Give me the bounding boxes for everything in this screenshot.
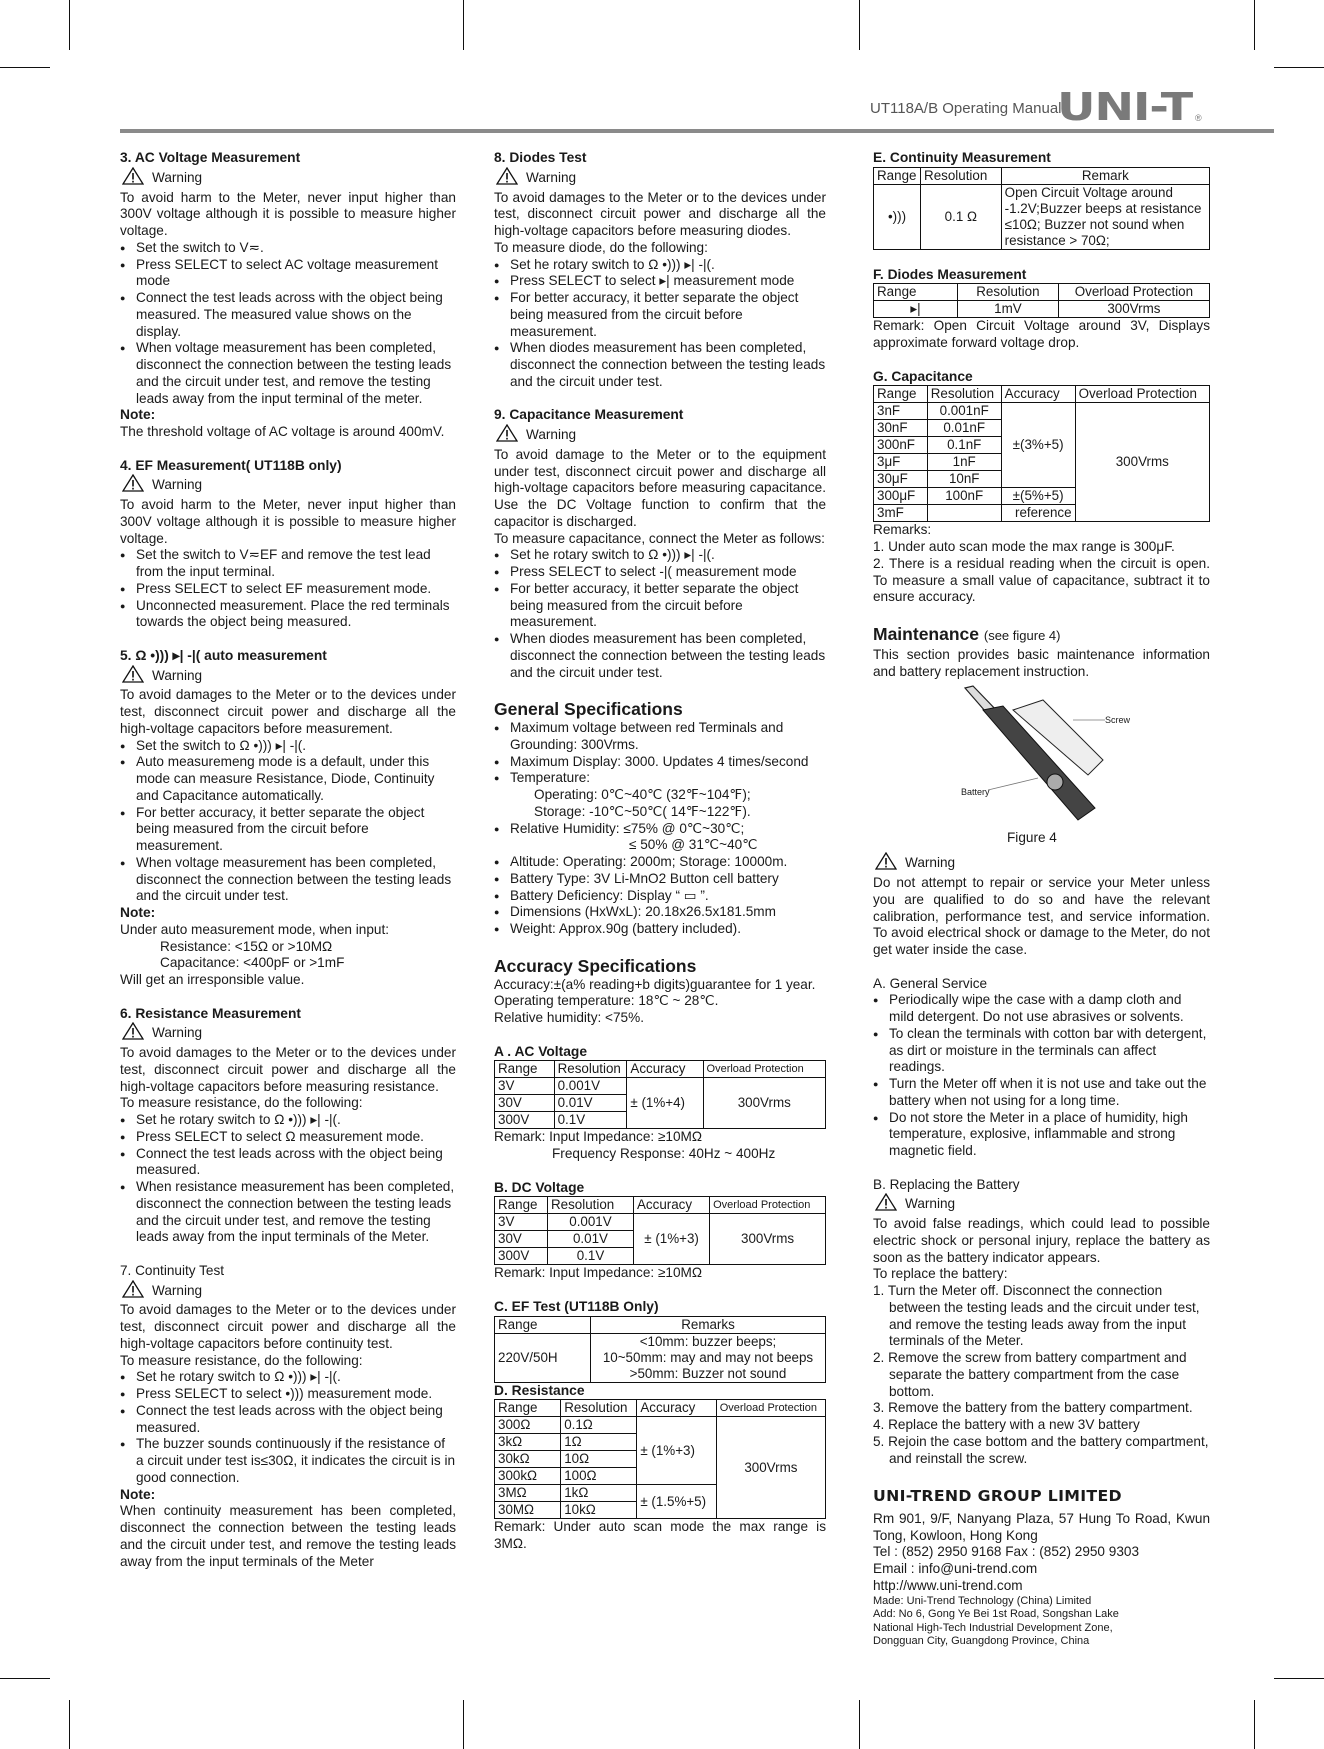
- table-cell: 1mV: [958, 301, 1059, 318]
- table-header-cell: Overload Protection: [710, 1197, 826, 1214]
- uni-t-logo: UNI-T: [1057, 85, 1192, 129]
- table-row: [874, 403, 1210, 420]
- indented-line: ≤ 50% @ 31℃~40℃: [629, 837, 758, 853]
- table-header-cell: Overload Protection: [1058, 284, 1209, 301]
- table-header-cell: Remark: [1001, 167, 1209, 184]
- paragraph: To measure resistance, do the following:: [120, 1352, 363, 1368]
- table-cell: 30kΩ: [495, 1451, 561, 1468]
- warning-text: Warning: [905, 855, 956, 871]
- warning-text: Warning: [905, 1196, 956, 1212]
- bullet-list: [494, 854, 826, 938]
- table-cell: 30MΩ: [495, 1502, 561, 1519]
- indented-line: Storage: -10℃~50℃( 14℉~122℉).: [534, 803, 751, 819]
- paragraph: Remark: Under auto scan mode the max range is 3MΩ.: [494, 1519, 826, 1551]
- table-cell: 300kΩ: [495, 1468, 561, 1485]
- spacer: [494, 938, 826, 955]
- paragraph: 1. Under auto scan mode the max range is 300μF.: [873, 539, 1175, 554]
- table-cell: 100Ω: [561, 1468, 637, 1485]
- spacer: [494, 1027, 826, 1044]
- table-cell: 0.1Ω: [561, 1417, 637, 1434]
- table-cell: 30V: [495, 1231, 548, 1248]
- crop-mark: [69, 0, 70, 50]
- list-item: ● Press SELECT to select Ω measurement mode.: [136, 1129, 456, 1146]
- table-header-cell: Remarks: [590, 1316, 825, 1333]
- table-cell: 300V: [495, 1112, 555, 1129]
- figure-4: [873, 680, 1210, 852]
- list-item: ● Connect the test leads across with the object being measured.: [136, 1146, 456, 1180]
- table-row: [495, 1417, 826, 1434]
- table-cell: 300Ω: [495, 1417, 561, 1434]
- table-cell: 0.001nF: [927, 403, 1001, 420]
- paragraph: 2. There is a residual reading when the circuit is open. To measure a small value of capacitance, subtract it to ensure accuracy.: [873, 555, 1210, 605]
- section-heading: Note:: [120, 1486, 156, 1502]
- table-header-row: [874, 167, 1210, 184]
- list-item: ● Set the switch to V≂EF and remove the test lead from the input terminal.: [136, 547, 456, 581]
- bullet-list: [120, 1369, 456, 1486]
- table-cell: 1nF: [927, 454, 1001, 471]
- paragraph: Tel : (852) 2950 9168 Fax : (852) 2950 9303: [873, 1544, 1140, 1560]
- warning-label: [494, 424, 826, 447]
- section-heading: E. Continuity Measurement: [873, 150, 1051, 165]
- major-heading-text: General Specifications: [494, 699, 683, 719]
- address-line: Made: Uni-Trend Technology (China) Limited: [873, 1594, 1092, 1607]
- crop-mark: [69, 1700, 70, 1749]
- warning-text: Warning: [152, 169, 203, 185]
- table-cell: reference: [1001, 505, 1075, 522]
- table-cell: 3μF: [874, 454, 928, 471]
- paragraph: To avoid harm to the Meter, never input higher than 300V voltage although it is possible to measure higher voltage.: [120, 189, 456, 238]
- table-cell: ±(3%+5): [1001, 403, 1075, 488]
- warning-label: [120, 167, 456, 190]
- paragraph: This section provides basic maintenance information and battery replacement instruction.: [873, 646, 1210, 679]
- table-cell: 0.1 Ω: [921, 184, 1002, 249]
- table-header-cell: Overload Protection: [716, 1400, 825, 1417]
- table-cell: 300Vrms: [1075, 403, 1209, 522]
- crop-mark: [463, 1700, 464, 1749]
- crop-mark: [1254, 0, 1255, 50]
- warning-icon: [875, 852, 897, 875]
- table-cell: 300Vrms: [710, 1214, 826, 1265]
- table-header-cell: Accuracy: [1001, 386, 1075, 403]
- list-item: ● Turn the Meter off when it is not use and take out the battery when not using for a long time.: [889, 1076, 1210, 1110]
- table-header-cell: Resolution: [561, 1400, 637, 1417]
- major-heading: [494, 698, 826, 720]
- list-item: ● When resistance measurement has been completed, disconnect the connection between the testing leads and the circuit under test, and remove the testing leads away from the input terminals of the Meter.: [136, 1179, 456, 1246]
- table-cell: 10Ω: [561, 1451, 637, 1468]
- list-item: ● Altitude: Operating: 2000m; Storage: 10000m.: [510, 854, 826, 871]
- paragraph: Relative humidity: <75%.: [494, 1010, 644, 1025]
- table-cell: [927, 505, 1001, 522]
- spec-table: [873, 283, 1210, 318]
- numbered-list: [873, 1283, 1210, 1467]
- table-cell: 100nF: [927, 488, 1001, 505]
- spacer: [120, 441, 456, 458]
- paragraph: To avoid damages to the Meter or to the devices under test, disconnect circuit power and discharge all the high-voltage capacitors before measurement.: [120, 687, 456, 736]
- table-header-cell: Range: [874, 386, 928, 403]
- section-heading: A . AC Voltage: [494, 1043, 588, 1059]
- bullet-list: [494, 720, 826, 787]
- warning-text: Warning: [152, 1282, 203, 1298]
- warning-label: [873, 1193, 1210, 1216]
- table-cell: 3kΩ: [495, 1434, 561, 1451]
- table-header-row: [495, 1400, 826, 1417]
- table-cell: 220V/50H: [495, 1333, 591, 1382]
- paragraph: To avoid damages to the Meter or to the devices under test, disconnect circuit power and discharge all the high-voltage capacitors before measuring diodes.: [494, 189, 826, 238]
- warning-icon: [122, 665, 144, 688]
- warning-icon: [875, 1193, 897, 1216]
- list-item: 3. Remove the battery from the battery compartment.: [873, 1400, 1193, 1416]
- table-cell: ▸|: [874, 301, 958, 318]
- crop-mark: [1254, 1700, 1255, 1749]
- section-heading: B. DC Voltage: [494, 1179, 585, 1195]
- table-cell: ± (1%+3): [634, 1214, 710, 1265]
- spec-table: [873, 385, 1210, 522]
- spacer: [873, 352, 1210, 369]
- warning-text: Warning: [152, 1025, 203, 1041]
- column-right: [873, 150, 1210, 1649]
- paragraph: Do not attempt to repair or service your Meter unless you are qualified to do so and have the relevant calibration, performance test, and service information. To avoid electrical shock or damage to the Meter, do not get water inside the case.: [873, 875, 1211, 957]
- table-cell: 0.001V: [554, 1078, 627, 1095]
- paragraph: Rm 901, 9/F, Nanyang Plaza, 57 Hung To Road, Kwun Tong, Kowloon, Hong Kong: [873, 1510, 1210, 1543]
- figure-caption: Figure 4: [1007, 830, 1057, 846]
- list-item: ● Set the switch to V≂.: [136, 240, 456, 257]
- list-item: ● Battery Type: 3V Li-MnO2 Button cell battery: [510, 871, 826, 888]
- table-cell: 0.01V: [554, 1095, 627, 1112]
- paragraph: To measure diode, do the following:: [494, 239, 708, 255]
- table-cell: 0.01V: [547, 1231, 633, 1248]
- table-header-cell: Resolution: [927, 386, 1001, 403]
- spacer: [120, 631, 456, 648]
- spacer: [494, 1163, 826, 1180]
- table-header-cell: Range: [874, 167, 921, 184]
- paragraph: B. Replacing the Battery: [873, 1176, 1020, 1192]
- table-header-row: [495, 1316, 826, 1333]
- table-cell: 300nF: [874, 437, 928, 454]
- bullet-list: [494, 257, 826, 391]
- warning-icon: [496, 424, 518, 447]
- list-item: ● When voltage measurement has been completed, disconnect the connection between the testing leads and the circuit under test.: [136, 855, 456, 905]
- list-item: 2. Remove the screw from battery compartment and separate the battery compartment from the case bottom.: [873, 1350, 1187, 1399]
- crop-mark: [1274, 1678, 1324, 1679]
- table-cell: 10nF: [927, 471, 1001, 488]
- section-heading: Note:: [120, 905, 156, 920]
- warning-icon: [122, 1022, 144, 1045]
- major-heading-text: Maintenance: [873, 623, 979, 644]
- list-item: ● Auto measuremeng mode is a default, under this mode can measure Resistance, Diode, Continuity and Capacitance automatically.: [136, 754, 456, 804]
- table-header-cell: Accuracy: [637, 1400, 716, 1417]
- list-item: 4. Replace the battery with a new 3V battery: [873, 1417, 1140, 1432]
- list-item: ● Temperature:: [510, 770, 826, 787]
- crop-mark: [0, 1678, 50, 1679]
- crop-mark: [859, 1700, 860, 1749]
- list-item: ● Maximum voltage between red Terminals and Grounding: 300Vrms.: [510, 720, 826, 754]
- table-cell: 3nF: [874, 403, 928, 420]
- address-line: Add: No 6, Gong Ye Bei 1st Road, Songshan Lake National High-Tech Industrial Development Zone, Dongguan City, Guangdong Province, China: [873, 1608, 1119, 1647]
- list-item: ● Press SELECT to select -|( measurement mode: [510, 564, 826, 581]
- indented-line: Operating: 0℃~40℃ (32℉~104℉);: [534, 787, 751, 802]
- warning-label: [120, 1022, 456, 1045]
- warning-icon: [122, 474, 144, 497]
- list-item: ● When diodes measurement has been completed, disconnect the connection between the testing leads and the circuit under test.: [510, 340, 826, 390]
- table-header-cell: Accuracy: [634, 1197, 710, 1214]
- section-heading: F. Diodes Measurement: [873, 266, 1027, 282]
- table-cell: 300Vrms: [1058, 301, 1209, 318]
- spec-table: [494, 1060, 826, 1129]
- warning-text: Warning: [152, 477, 203, 493]
- spacer: [120, 1246, 456, 1263]
- spec-table: [873, 167, 1210, 250]
- table-cell: 10kΩ: [561, 1502, 637, 1519]
- table-header-cell: Resolution: [958, 284, 1059, 301]
- bullet-list: [120, 240, 456, 408]
- crop-mark: [0, 67, 50, 68]
- table-header-cell: Range: [874, 284, 958, 301]
- company-name: UNI-TREND GROUP LIMITED: [873, 1487, 1122, 1505]
- bullet-list: [494, 547, 826, 681]
- table-row: [495, 1078, 826, 1095]
- list-item: ● Dimensions (HxWxL): 20.18x26.5x181.5mm: [510, 904, 826, 921]
- list-item: ● For better accuracy, it better separate the object being measured from the circuit before measurement.: [510, 581, 826, 631]
- column-middle: [494, 150, 826, 1553]
- table-cell: 0.01nF: [927, 420, 1001, 437]
- warning-label: [873, 852, 1210, 875]
- list-item: ● Connect the test leads across with the object being measured. The measured value shows on the display.: [136, 290, 456, 340]
- paragraph: To avoid damage to the Meter or to the equipment under test, disconnect circuit power and discharge all high-voltage capacitors before measuring capacitance. Use the DC Voltage function to confirm that the capacitor is discharged.: [494, 446, 826, 529]
- section-heading: D. Resistance: [494, 1382, 585, 1398]
- paragraph: Remarks:: [873, 522, 932, 538]
- spacer: [873, 250, 1210, 267]
- bullet-list: [873, 992, 1210, 1160]
- table-cell: ± (1%+4): [627, 1078, 703, 1129]
- list-item: ● Set he rotary switch to Ω •))) ▸| -|(.: [510, 257, 826, 274]
- screw-label: Screw: [1105, 715, 1131, 726]
- meter-battery-illustration: [873, 680, 1210, 830]
- warning-icon: [122, 1280, 144, 1303]
- registered-mark: ®: [1195, 113, 1202, 123]
- paragraph: Remark: Input Impedance: ≥10MΩ: [494, 1265, 703, 1281]
- table-row: [495, 1214, 826, 1231]
- list-item: ● When diodes measurement has been completed, disconnect the connection between the testing leads and the circuit under test.: [510, 631, 826, 681]
- bullet-list: [120, 738, 456, 906]
- spacer: [873, 959, 1210, 976]
- indented-line: Resistance: <15Ω or >10MΩ: [160, 938, 333, 954]
- list-item: ● Weight: Approx.90g (battery included).: [510, 921, 826, 938]
- section-heading: C. EF Test (UT118B Only): [494, 1298, 659, 1314]
- table-cell: 300Vrms: [703, 1078, 825, 1129]
- paragraph: To replace the battery:: [873, 1266, 1008, 1282]
- table-header-cell: Range: [495, 1197, 548, 1214]
- table-cell: 30μF: [874, 471, 928, 488]
- table-cell: 300Vrms: [716, 1417, 825, 1519]
- paragraph: Operating temperature: 18℃ ~ 28℃.: [494, 993, 719, 1009]
- table-cell: 0.1V: [547, 1248, 633, 1265]
- table-cell: <10mm: buzzer beeps; 10~50mm: may and may not beeps >50mm: Buzzer not sound: [590, 1333, 825, 1382]
- table-cell: ±(5%+5): [1001, 488, 1075, 505]
- table-header-row: [495, 1061, 826, 1078]
- list-item: ● Unconnected measurement. Place the red terminals towards the object being measured.: [136, 598, 456, 632]
- table-cell: 3V: [495, 1078, 555, 1095]
- battery-label: Battery: [961, 787, 990, 798]
- paragraph: Remark: Open Circuit Voltage around 3V, Displays approximate forward voltage drop.: [873, 318, 1210, 350]
- table-header-row: [495, 1197, 826, 1214]
- warning-icon: [122, 167, 144, 190]
- major-heading-note: (see figure 4): [983, 627, 1061, 643]
- bullet-list: [120, 1112, 456, 1246]
- list-item: ● Press SELECT to select •))) measurement mode.: [136, 1386, 456, 1403]
- spacer: [494, 681, 826, 698]
- spacer: [873, 606, 1210, 623]
- table-row: [874, 184, 1210, 249]
- warning-label: [120, 474, 456, 497]
- list-item: ● Battery Deficiency: Display “ ▭ ”.: [510, 888, 826, 905]
- table-header-cell: Accuracy: [627, 1061, 703, 1078]
- paragraph: Email : info@uni-trend.com: [873, 1561, 1038, 1576]
- list-item: ● Set the switch to Ω •))) ▸| -|(.: [136, 738, 456, 755]
- list-item: ● Press SELECT to select EF measurement mode.: [136, 581, 456, 598]
- paragraph: Under auto measurement mode, when input:: [120, 921, 390, 937]
- spec-table: [494, 1316, 826, 1383]
- table-cell: 30nF: [874, 420, 928, 437]
- table-cell: 3V: [495, 1214, 548, 1231]
- paragraph: When continuity measurement has been completed, disconnect the connection between the testing leads and the circuit under test, and remove the testing leads away from the input terminals of the Meter: [120, 1503, 456, 1569]
- section-heading: Note:: [120, 407, 156, 423]
- major-heading: [494, 955, 826, 977]
- table-cell: Open Circuit Voltage around -1.2V;Buzzer beeps at resistance ≤10Ω; Buzzer not sound when resistance > 70Ω;: [1001, 184, 1209, 249]
- table-cell: 30V: [495, 1095, 555, 1112]
- table-header-cell: Resolution: [554, 1061, 627, 1078]
- list-item: ● For better accuracy, it better separate the object being measured from the circuit before measurement.: [136, 805, 456, 855]
- table-row: [495, 1333, 826, 1382]
- table-cell: 1kΩ: [561, 1485, 637, 1502]
- paragraph: To avoid damages to the Meter or to the devices under test, disconnect circuit power and discharge all the high-voltage capacitors before measuring resistance.: [120, 1045, 456, 1094]
- spacer: [873, 1160, 1210, 1177]
- list-item: ● When voltage measurement has been completed, disconnect the connection between the testing leads and the circuit under test, and remove the testing leads away from the input terminal of the meter.: [136, 340, 456, 407]
- list-item: 1. Turn the Meter off. Disconnect the connection between the testing leads and the circuit under test, and remove the testing leads away from the input terminals of the Meter.: [873, 1283, 1200, 1349]
- paragraph: Remark: Input Impedance: ≥10MΩ: [494, 1129, 703, 1145]
- table-header-row: [874, 284, 1210, 301]
- paragraph: A. General Service: [873, 975, 988, 991]
- warning-label: [494, 167, 826, 190]
- table-header-cell: Range: [495, 1400, 561, 1417]
- warning-label: [120, 1280, 456, 1303]
- indented-line: Frequency Response: 40Hz ~ 400Hz: [552, 1146, 776, 1161]
- table-cell: •))): [874, 184, 921, 249]
- spacer: [120, 989, 456, 1006]
- list-item: ● Connect the test leads across with the object being measured.: [136, 1403, 456, 1437]
- list-item: ● The buzzer sounds continuously if the resistance of a circuit under test is≤30Ω, it indicates the circuit is in good connection.: [136, 1436, 456, 1486]
- table-cell: 0.001V: [547, 1214, 633, 1231]
- list-item: ● Press SELECT to select ▸| measurement mode: [510, 273, 826, 290]
- table-header-cell: Resolution: [547, 1197, 633, 1214]
- spec-table: [494, 1196, 826, 1265]
- section-heading: G. Capacitance: [873, 368, 973, 384]
- indented-line: Capacitance: <400pF or >1mF: [160, 955, 345, 971]
- paragraph: To measure capacitance, connect the Meter as follows:: [494, 530, 825, 546]
- warning-label: [120, 665, 456, 688]
- warning-text: Warning: [526, 169, 577, 185]
- table-cell: 3MΩ: [495, 1485, 561, 1502]
- section-heading: 3. AC Voltage Measurement: [120, 150, 301, 165]
- paragraph: To avoid damages to the Meter or to the devices under test, disconnect circuit power and discharge all the high-voltage capacitors before continuity test.: [120, 1302, 456, 1351]
- table-cell: 0.1V: [554, 1112, 627, 1129]
- list-item: ● Set he rotary switch to Ω •))) ▸| -|(.: [510, 547, 826, 564]
- section-heading: 4. EF Measurement( UT118B only): [120, 457, 342, 473]
- table-header-cell: Overload Protection: [1075, 386, 1209, 403]
- table-cell: 0.1nF: [927, 437, 1001, 454]
- major-heading-text: Accuracy Specifications: [494, 955, 697, 976]
- spacer: [494, 1282, 826, 1299]
- header-rule: [120, 129, 1274, 133]
- crop-mark: [859, 0, 860, 50]
- list-item: ● Relative Humidity: ≤75% @ 0℃~30℃;: [510, 821, 826, 838]
- paragraph: The threshold voltage of AC voltage is around 400mV.: [120, 424, 445, 439]
- major-heading: [873, 623, 1210, 647]
- bullet-list: [494, 821, 826, 838]
- bullet-list: [120, 547, 456, 631]
- list-item: ● Do not store the Meter in a place of humidity, high temperature, explosive, inflammable and strong magnetic field.: [889, 1110, 1210, 1160]
- section-heading: 9. Capacitance Measurement: [494, 407, 684, 423]
- paragraph: http://www.uni-trend.com: [873, 1577, 1023, 1593]
- table-cell: 3mF: [874, 505, 928, 522]
- manual-title: UT118A/B Operating Manual: [870, 100, 1062, 117]
- crop-mark: [1274, 67, 1324, 68]
- list-item: ● Set he rotary switch to Ω •))) ▸| -|(.: [136, 1112, 456, 1129]
- table-cell: 300V: [495, 1248, 548, 1265]
- list-item: ● Set he rotary switch to Ω •))) ▸| -|(.: [136, 1369, 456, 1386]
- section-heading: 8. Diodes Test: [494, 150, 587, 165]
- spacer: [873, 1467, 1210, 1484]
- warning-text: Warning: [152, 667, 203, 683]
- list-item: ● Periodically wipe the case with a damp cloth and mild detergent. Do not use abrasives or solvents.: [889, 992, 1210, 1026]
- spec-table: [494, 1399, 826, 1519]
- list-item: ● Maximum Display: 3000. Updates 4 times/second: [510, 754, 826, 771]
- paragraph: Accuracy:±(a% reading+b digits)guarantee for 1 year.: [494, 976, 816, 992]
- table-header-cell: Resolution: [921, 167, 1002, 184]
- paragraph: To measure resistance, do the following:: [120, 1095, 363, 1111]
- table-header-cell: Overload Protection: [703, 1061, 825, 1078]
- table-row: [874, 301, 1210, 318]
- list-item: 5. Rejoin the case bottom and the battery compartment, and reinstall the screw.: [873, 1433, 1209, 1466]
- table-cell: ± (1.5%+5): [637, 1485, 716, 1519]
- table-header-cell: Range: [495, 1316, 591, 1333]
- table-cell: ± (1%+3): [637, 1417, 716, 1485]
- paragraph: To avoid harm to the Meter, never input higher than 300V voltage although it is possible to measure higher voltage.: [120, 497, 456, 546]
- paragraph: To avoid false readings, which could lead to possible electric shock or personal injury, replace the battery as soon as the battery indicator appears.: [873, 1216, 1210, 1265]
- warning-icon: [496, 167, 518, 190]
- section-heading: 5. Ω •))) ▸| -|( auto measurement: [120, 647, 327, 663]
- list-item: ● To clean the terminals with cotton bar with detergent, as dirt or moisture in the terminals can affect readings.: [889, 1026, 1210, 1076]
- table-header-cell: Range: [495, 1061, 555, 1078]
- table-header-row: [874, 386, 1210, 403]
- section-heading: 6. Resistance Measurement: [120, 1005, 301, 1021]
- paragraph: Will get an irresponsible value.: [120, 972, 305, 987]
- spacer: [494, 391, 826, 408]
- warning-text: Warning: [526, 427, 577, 442]
- list-item: ● For better accuracy, it better separate the object being measured from the circuit before measurement.: [510, 290, 826, 340]
- crop-mark: [463, 0, 464, 50]
- column-left: [120, 150, 456, 1570]
- table-cell: 1Ω: [561, 1434, 637, 1451]
- paragraph: 7. Continuity Test: [120, 1262, 225, 1278]
- list-item: ● Press SELECT to select AC voltage measurement mode: [136, 257, 456, 291]
- table-cell: 300μF: [874, 488, 928, 505]
